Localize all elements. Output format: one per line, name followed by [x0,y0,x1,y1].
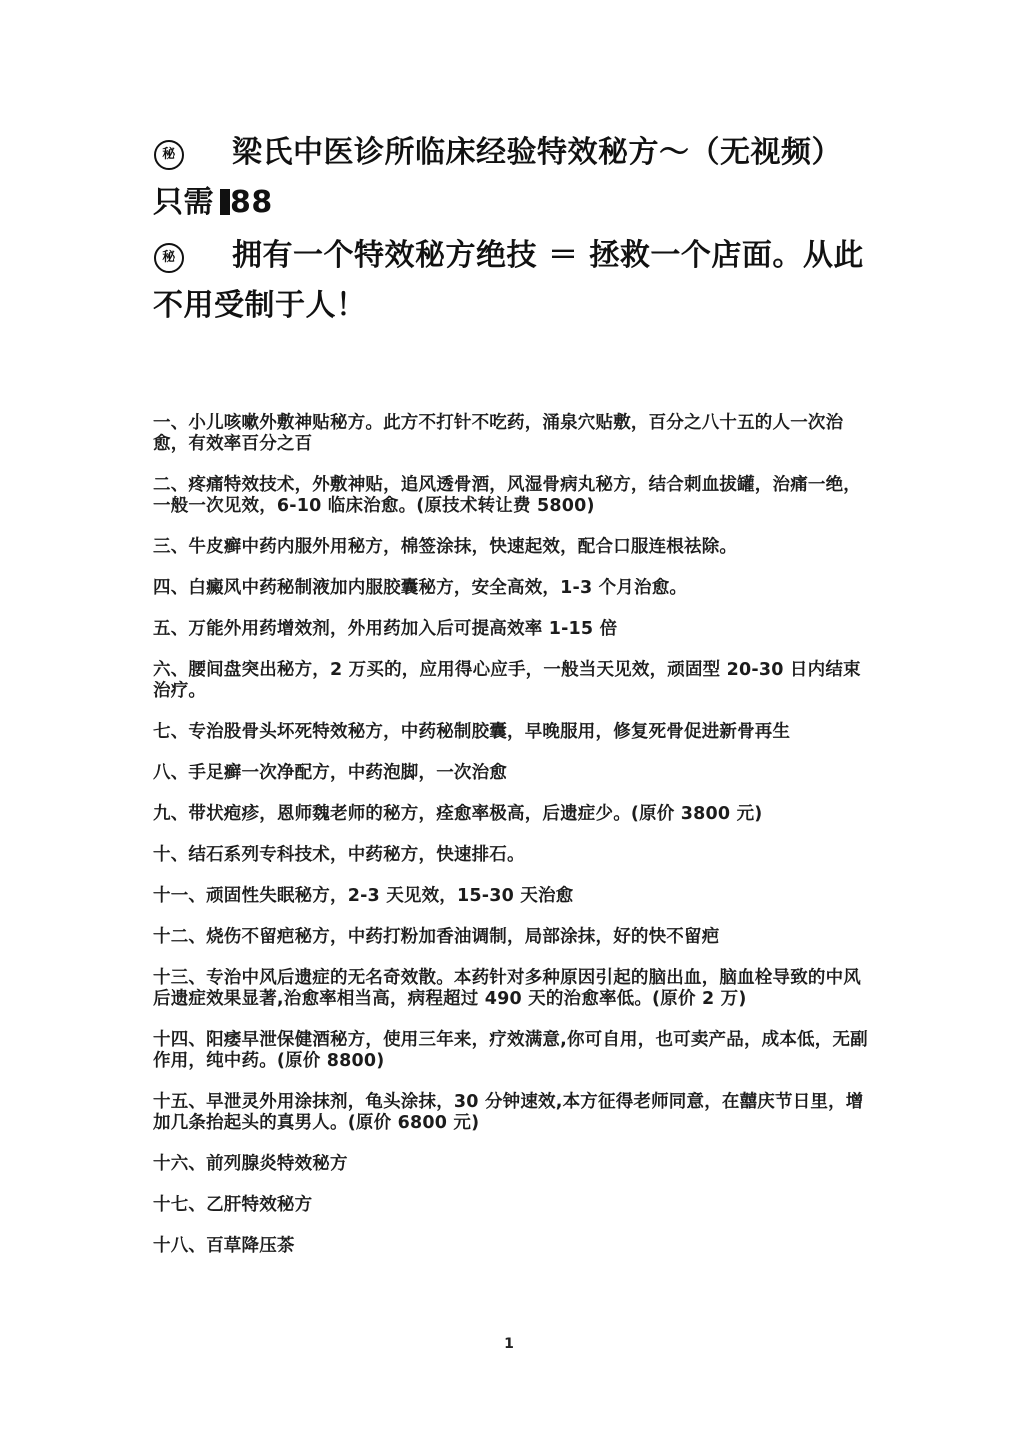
list-item: 一、小儿咳嗽外敷神贴秘方。此方不打针不吃药，涌泉穴贴敷，百分之八十五的人一次治愈，有效率百分之百 [153,413,844,454]
secret-icon: 秘 [154,140,184,170]
list-item: 十八、百草降压茶 [153,1236,295,1256]
page-number: 1 [504,1336,514,1352]
list-item: 八、手足癣一次净配方，中药泡脚，一次治愈 [153,763,507,783]
list-item: 二、疼痛特效技术，外敷神贴，追风透骨酒，风湿骨病丸秘方，结合刺血拔罐，治痛一绝，一般一次见效，6-10 临床治愈。(原技术转让费 5800) [153,475,861,516]
list-item: 十四、阳痿早泄保健酒秘方，使用三年来，疗效满意,你可自用，也可卖产品，成本低，无副作用，纯中药。(原价 8800) [153,1030,868,1071]
list-item: 十二、烧伤不留疤秘方，中药打粉加香油调制，局部涂抹，好的快不留疤 [153,927,720,947]
redaction-mark [220,189,230,215]
list-item: 五、万能外用药增效剂，外用药加入后可提高效率 1-15 倍 [153,619,618,639]
list-item: 三、牛皮癣中药内服外用秘方，棉签涂抹，快速起效，配合口服连根祛除。 [153,537,738,557]
list-item: 十一、顽固性失眠秘方，2-3 天见效，15-30 天治愈 [153,886,574,906]
list-item: 四、白癜风中药秘制液加内服胶囊秘方，安全高效，1-3 个月治愈。 [153,578,688,598]
list-item: 七、专治股骨头坏死特效秘方，中药秘制胶囊，早晚服用，修复死骨促进新骨再生 [153,722,791,742]
title-price: 88 [230,185,273,220]
list-item: 九、带状疱疹，恩师魏老师的秘方，痊愈率极高，后遗症少。(原价 3800 元) [153,804,763,824]
title-text-2: 拥有一个特效秘方绝技 ＝ 拯救一个店面。从此不用受制于人！ [153,238,864,323]
title-text-1: 梁氏中医诊所临床经验特效秘方～（无视频）只需 [153,135,842,220]
remedy-list [153,413,868,1277]
title-line-1 [153,128,868,228]
secret-icon: 秘 [154,243,184,273]
list-item: 十五、早泄灵外用涂抹剂，龟头涂抹，30 分钟速效,本方征得老师同意，在囍庆节日里，增加几条抬起头的真男人。(原价 6800 元) [153,1092,864,1133]
list-item: 十三、专治中风后遗症的无名奇效散。本药针对多种原因引起的脑出血，脑血栓导致的中风后遗症效果显著,治愈率相当高，病程超过 490 天的治愈率低。(原价 2 万) [153,968,861,1009]
title-block [153,128,868,331]
list-item: 十七、乙肝特效秘方 [153,1195,313,1215]
list-item: 十、结石系列专科技术，中药秘方，快速排石。 [153,845,525,865]
title-line-2 [153,231,868,331]
list-item: 十六、前列腺炎特效秘方 [153,1154,348,1174]
list-item: 六、腰间盘突出秘方，2 万买的，应用得心应手，一般当天见效，顽固型 20-30 日内结束治疗。 [153,660,861,701]
